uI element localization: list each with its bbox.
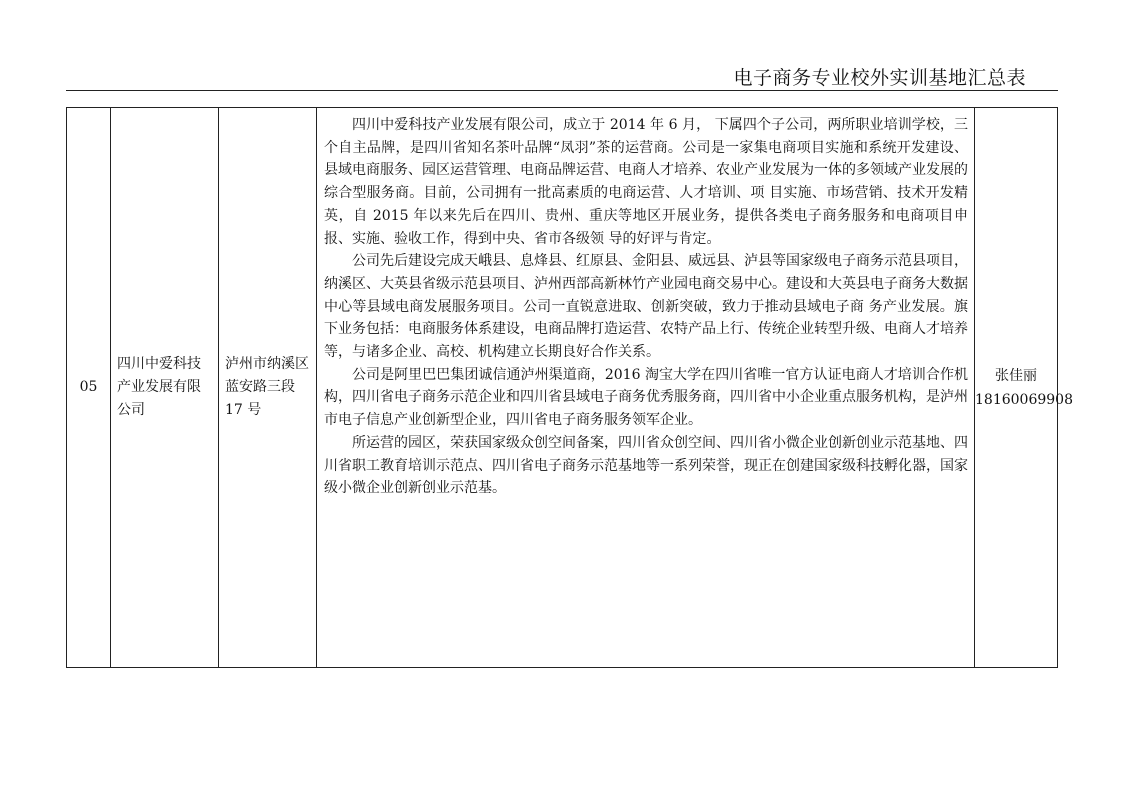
description-paragraph-2: 公司先后建设完成天峨县、息烽县、红原县、金阳县、威远县、泸县等国家级电子商务示范县项目，纳溪区、大英县省级示范县项目、泸州西部高新林竹产业园电商交易中心。建设和大英县电子商务大数据中心等县域电商发展服务项目。公司一直锐意进取、创新突破，致力于推动县域电子商 务产业发展。旗下业务包括：电商服务体系建设，电商品牌打造运营、农特产品上行、传统企业转型升级、电商人才培养等，与诸多企业、高校、机构建立长期良好合作关系。 (324, 253, 968, 361)
contact-name: 张佳丽 (995, 367, 1037, 384)
description-paragraph-4: 所运营的园区，荣获国家级众创空间备案，四川省众创空间、四川省小微企业创新创业示范基地、四川省职工教育培训示范点、四川省电子商务示范基地等一系列荣誉，现正在创建国家级科技孵化器，国家级小微企业创新创业示范基。 (324, 434, 968, 497)
page-title: 电子商务专业校外实训基地汇总表 (733, 67, 1026, 89)
training-base-table (66, 107, 1073, 668)
row-number-cell (67, 108, 111, 668)
company-address-cell (219, 108, 317, 668)
header-divider (66, 90, 1058, 91)
contact-phone: 18160069908 (975, 391, 1073, 408)
company-name: 四川中爱科技产业发展有限公司 (117, 356, 201, 418)
company-name-cell (111, 108, 219, 668)
row-number: 05 (79, 379, 98, 395)
description-paragraph-1: 四川中爱科技产业发展有限公司，成立于 2014 年 6 月， 下属四个子公司，两所职业培训学校，三个自主品牌，是四川省知名茶叶品牌“凤羽”茶的运营商。公司是一家集电商项目实施和系统开发建设、县域电商服务、园区运营管理、电商品牌运营、电商人才培养、农业产业发展为一体的多领域产业发展的综合型服务商。目前，公司拥有一批高素质的电商运营、人才培训、项 目实施、市场营销、技术开发精英，自 2015 年以来先后在四川、贵州、重庆等地区开展业务，提供各类电子商务服务和电商项目申报、实施、验收工作，得到中央、省市各级领 导的好评与肯定。 (324, 117, 968, 247)
company-description-cell (317, 108, 975, 668)
contact-cell (975, 108, 1073, 668)
description-paragraph-3: 公司是阿里巴巴集团诚信通泸州渠道商，2016 淘宝大学在四川省唯一官方认证电商人才培训合作机构，四川省电子商务示范企业和四川省县域电子商务优秀服务商，四川省中小企业重点服务机构，是泸州市电子信息产业创新型企业，四川省电子商务服务领军企业。 (324, 366, 968, 429)
table-row (67, 108, 1058, 668)
company-address: 泸州市纳溪区蓝安路三段 17 号 (225, 356, 309, 418)
